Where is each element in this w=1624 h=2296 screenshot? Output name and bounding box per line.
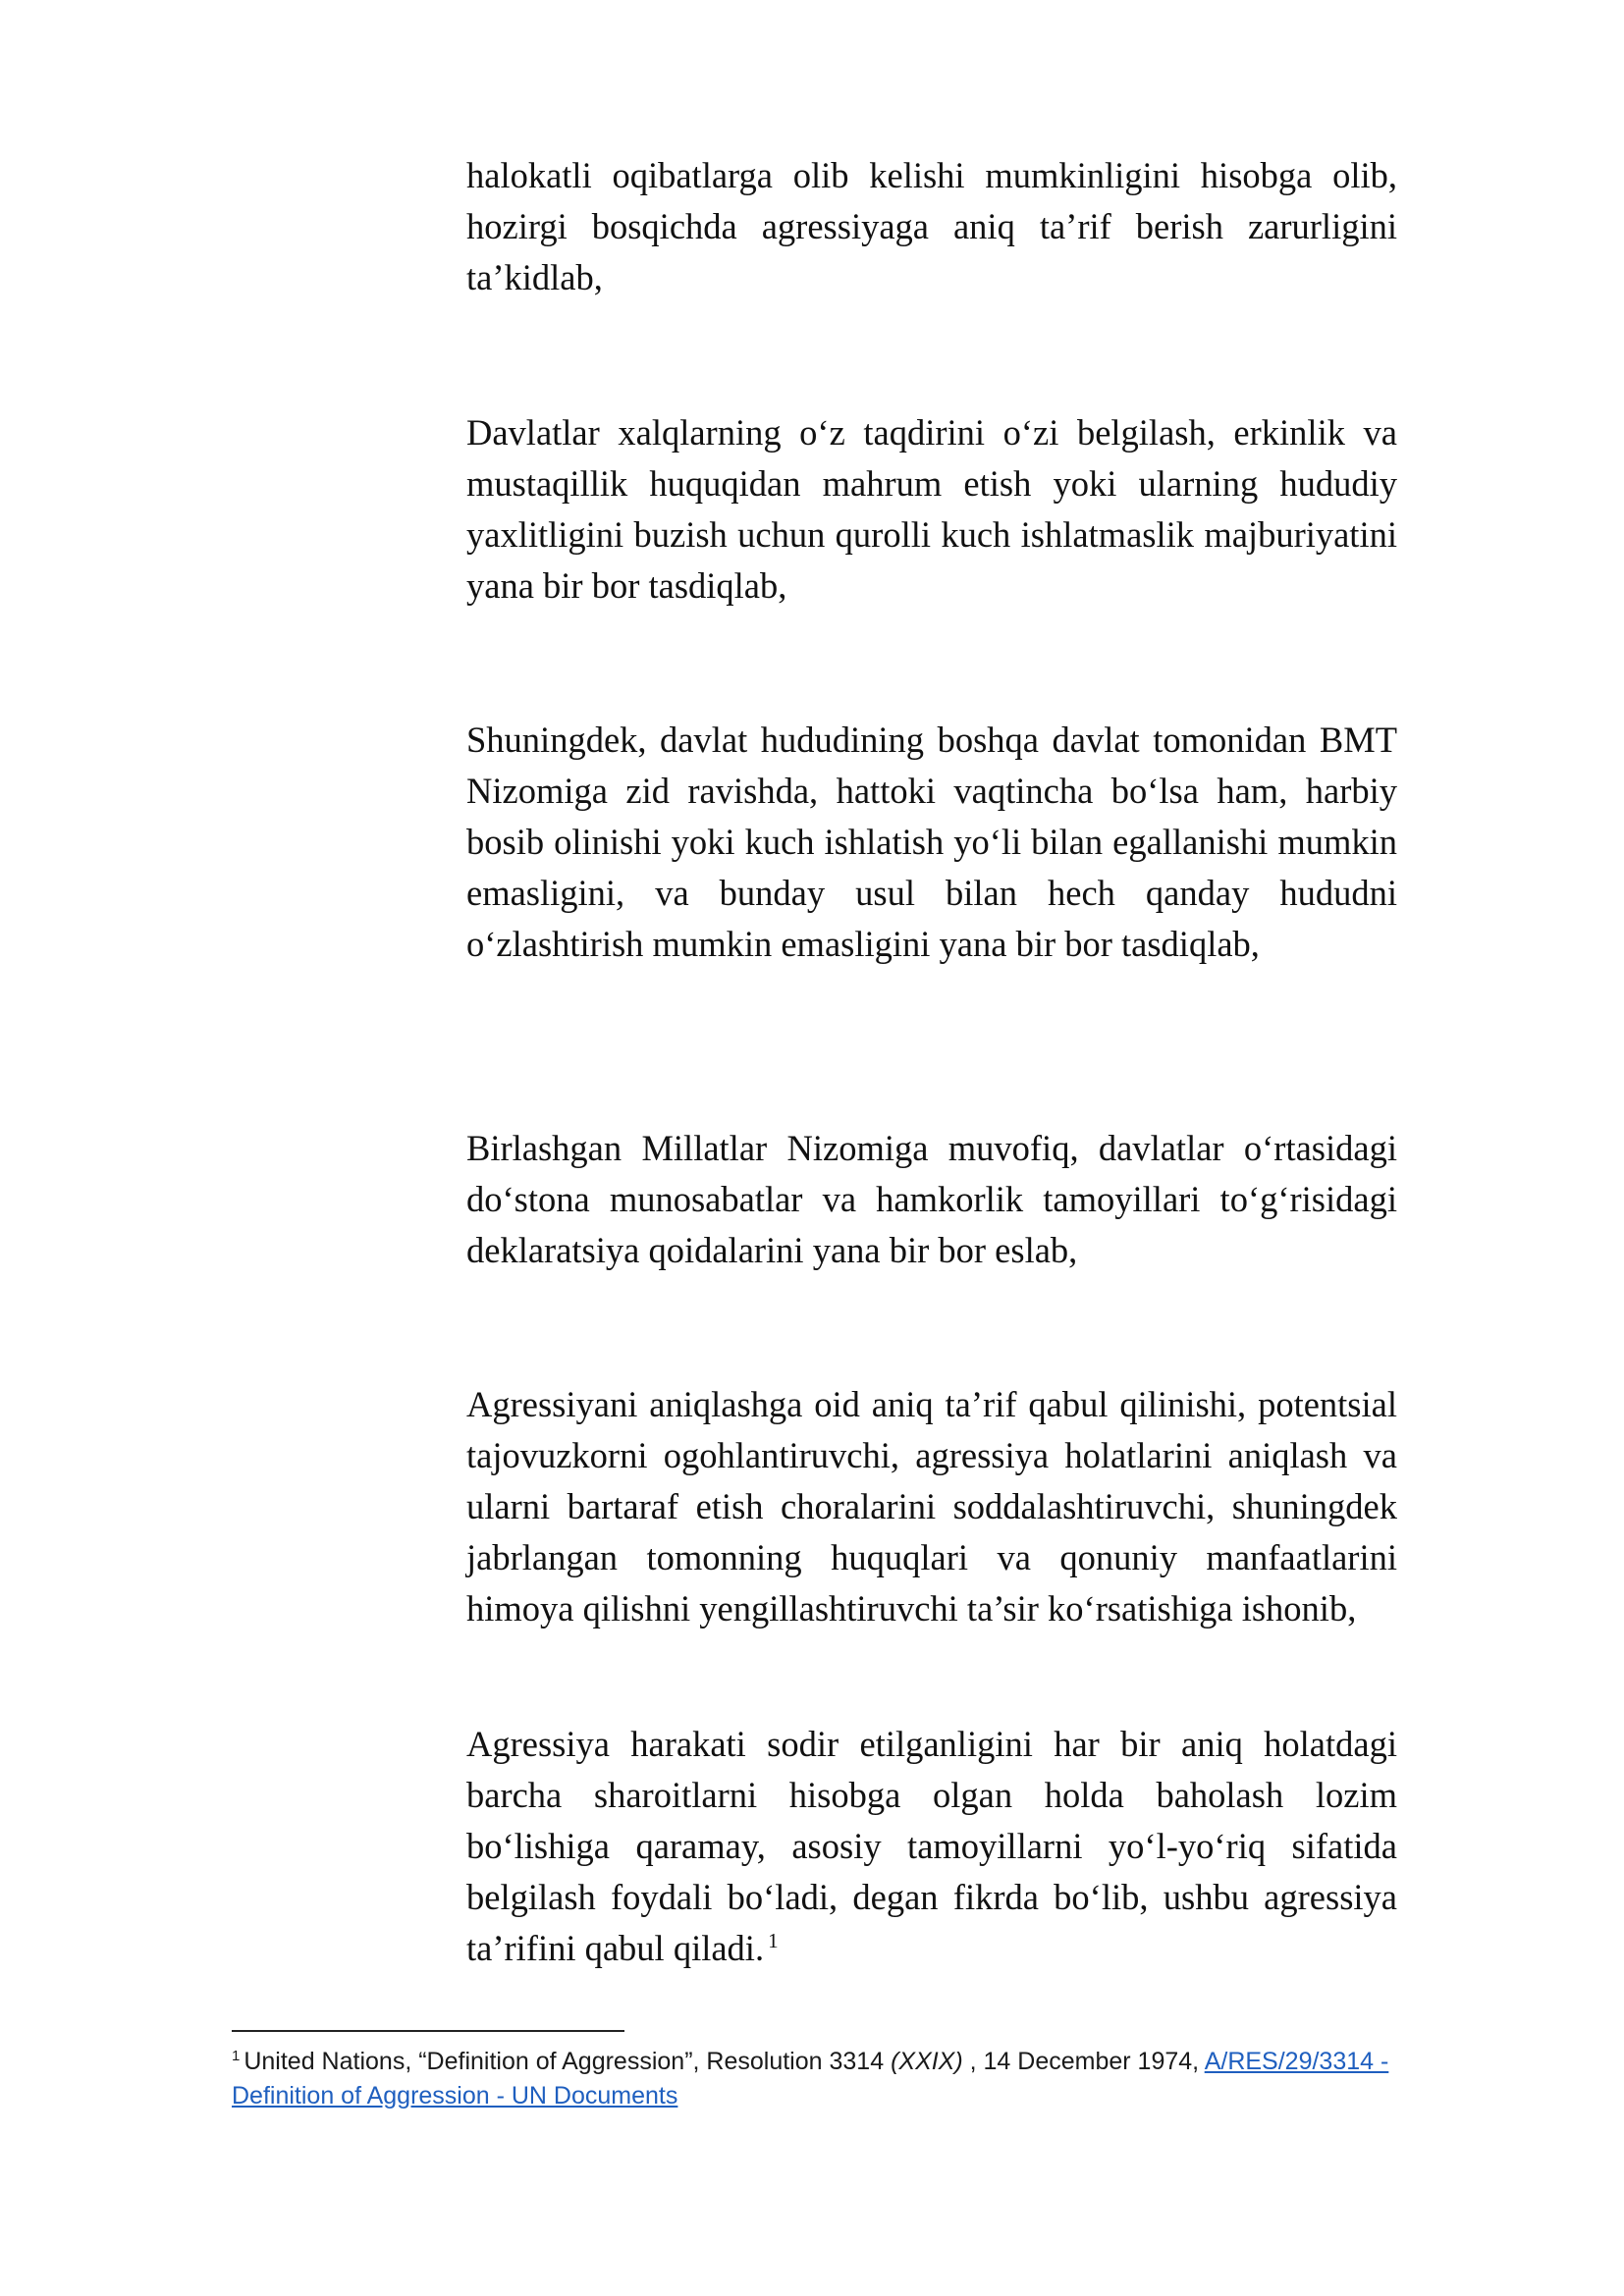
footnote-text-before: United Nations, “Definition of Aggression”, Resolution 3314 xyxy=(244,2048,885,2075)
footnote xyxy=(232,2045,1430,2113)
paragraph-3: Shuningdek, davlat hududining boshqa davlat tomonidan BMT Nizomiga zid ravishda, hattoki vaqtincha bo‘lsa ham, harbiy bosib olinishi yoki kuch ishlatish yo‘li bilan egallanishi mumkin emasligini, va bunday usul bilan hech qanday hududni o‘zlashtirish mumkin emasligini yana bir bor tasdiqlab, xyxy=(466,720,1397,964)
paragraph-1: halokatli oqibatlarga olib kelishi mumkinligini hisobga olib, hozirgi bosqichda agressiyaga aniq ta’rif berish zarurligini ta’kidlab, xyxy=(466,155,1397,297)
paragraph-2: Davlatlar xalqlarning o‘z taqdirini o‘zi belgilash, erkinlik va mustaqillik huquqidan mahrum etish yoki ularning hududiy yaxlitligini buzish uchun qurolli kuch ishlatmaslik majburiyatini yana bir bor tasdiqlab, xyxy=(466,412,1397,606)
footnote-reference[interactable]: 1 xyxy=(768,1928,779,1952)
paragraph-5: Agressiyani aniqlashga oid aniq ta’rif qabul qilinishi, potentsial tajovuzkorni ogohlantiruvchi, agressiya holatlarini aniqlash va ularni bartaraf etish choralarini soddalashtiruvchi, shuningdek jabrlangan tomonning huquqlari va qonuniy manfaatlarini himoya qilishni yengillashtiruvchi ta’sir ko‘rsatishiga ishonib, xyxy=(466,1384,1397,1629)
footnote-link[interactable]: A/RES/29/3314 - Definition of Aggression - UN Documents xyxy=(232,2048,1389,2109)
footnote-text-italic: (XXIX) xyxy=(891,2048,963,2075)
paragraph-6 xyxy=(466,1719,1397,1974)
footnote-number: 1 xyxy=(232,2047,241,2064)
footnote-separator xyxy=(232,2030,624,2032)
paragraph-6-text: Agressiya harakati sodir etilganligini har bir aniq holatdagi barcha sharoitlarni hisobga olgan holda baholash lozim bo‘lishiga qaramay, asosiy tamoyillarni yo‘l-yo‘riq sifatida belgilash foydali bo‘ladi, degan fikrda bo‘lib, ushbu agressiya ta’rifini qabul qiladi. xyxy=(466,1724,1397,1968)
footnote-text-after: , 14 December 1974, xyxy=(969,2048,1200,2075)
paragraph-4: Birlashgan Millatlar Nizomiga muvofiq, davlatlar o‘rtasidagi do‘stona munosabatlar va hamkorlik tamoyillari to‘g‘risidagi deklaratsiya qoidalarini yana bir bor eslab, xyxy=(466,1128,1397,1270)
